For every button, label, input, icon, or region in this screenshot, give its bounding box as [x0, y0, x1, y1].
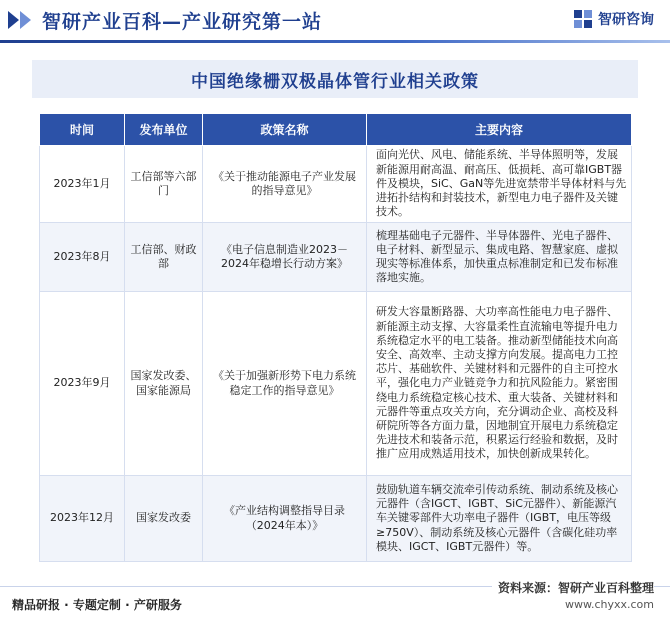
column-header-date: 时间 [40, 114, 125, 146]
zhiyan-logo-icon [573, 9, 593, 29]
double-chevron-icon [8, 11, 32, 29]
policy-table [39, 113, 632, 562]
row-date: 2023年1月 [40, 146, 125, 223]
column-header-policy: 政策名称 [203, 114, 367, 146]
row-date: 2023年9月 [40, 292, 125, 476]
row-content: 梳理基础电子元器件、半导体器件、光电子器件、电子材料、新型显示、集成电路、智慧家庭、虚拟现实等标准体系，加快重点标准制定和已发布标准落地实施。 [367, 223, 632, 292]
data-source: 资料来源：智研产业百科整理 [492, 579, 654, 596]
row-content: 研发大容量断路器、大功率高性能电力电子器件、新能源主动支撑、大容量柔性直流输电等提升电力系统稳定水平的电工装备。推动新型储能技术向高安全、高效率、主动支撑方向发展。提高电力工控芯片、基础软件、关键材料和元器件的自主可控水平，强化电力产业链竞争力和抗风险能力。紧密围绕电力系统稳定核心技术、重大装备、关键材料和元器件等重点攻关方向，充分调动企业、高校及科研院所等各方面力量，因地制宜开展电力系统稳定先进技术和装备示范，积累运行经验和数据，及时推广应用成熟适用技术，加快创新成果转化。 [367, 292, 632, 476]
row-policy: 《产业结构调整指导目录（2024年本）》 [203, 476, 367, 562]
row-policy: 《关于加强新形势下电力系统稳定工作的指导意见》 [203, 292, 367, 476]
row-issuer: 工信部等六部门 [125, 146, 203, 223]
site-url[interactable]: www.chyxx.com [564, 598, 654, 611]
footer-tagline: 精品研报 · 专题定制 · 产研服务 [12, 598, 182, 612]
row-issuer: 国家发改委、国家能源局 [125, 292, 203, 476]
header-divider [0, 40, 670, 43]
brand[interactable] [573, 9, 654, 29]
row-policy: 《关于推动能源电子产业发展的指导意见》 [203, 146, 367, 223]
table-row [40, 223, 632, 292]
row-issuer: 工信部、财政部 [125, 223, 203, 292]
row-content: 面向光伏、风电、储能系统、半导体照明等，发展新能源用耐高温、耐高压、低损耗、高可靠IGBT器件及模块，SiC、GaN等先进宽禁带半导体材料与先进拓扑结构和封装技术，新型电力电子器件及关键技术。 [367, 146, 632, 223]
site-title: 智研产业百科—产业研究第一站 [42, 10, 323, 33]
row-date: 2023年12月 [40, 476, 125, 562]
table-row [40, 476, 632, 562]
row-issuer: 国家发改委 [125, 476, 203, 562]
row-date: 2023年8月 [40, 223, 125, 292]
table-row [40, 146, 632, 223]
table-header-row [40, 114, 632, 146]
column-header-content: 主要内容 [367, 114, 632, 146]
row-content: 鼓励轨道车辆交流牵引传动系统、制动系统及核心元器件（含IGCT、IGBT、SiC元器件）、新能源汽车关键零部件大功率电子器件（IGBT，电压等级≥750V）、制动系统及核心元器件（含碳化硅功率模块、IGCT、IGBT元器件）等。 [367, 476, 632, 562]
page-header [0, 0, 670, 40]
row-policy: 《电子信息制造业2023－2024年稳增长行动方案》 [203, 223, 367, 292]
table-row [40, 292, 632, 476]
column-header-issuer: 发布单位 [125, 114, 203, 146]
brand-name: 智研咨询 [598, 12, 654, 28]
table-title: 中国绝缘栅双极晶体管行业相关政策 [32, 60, 638, 98]
